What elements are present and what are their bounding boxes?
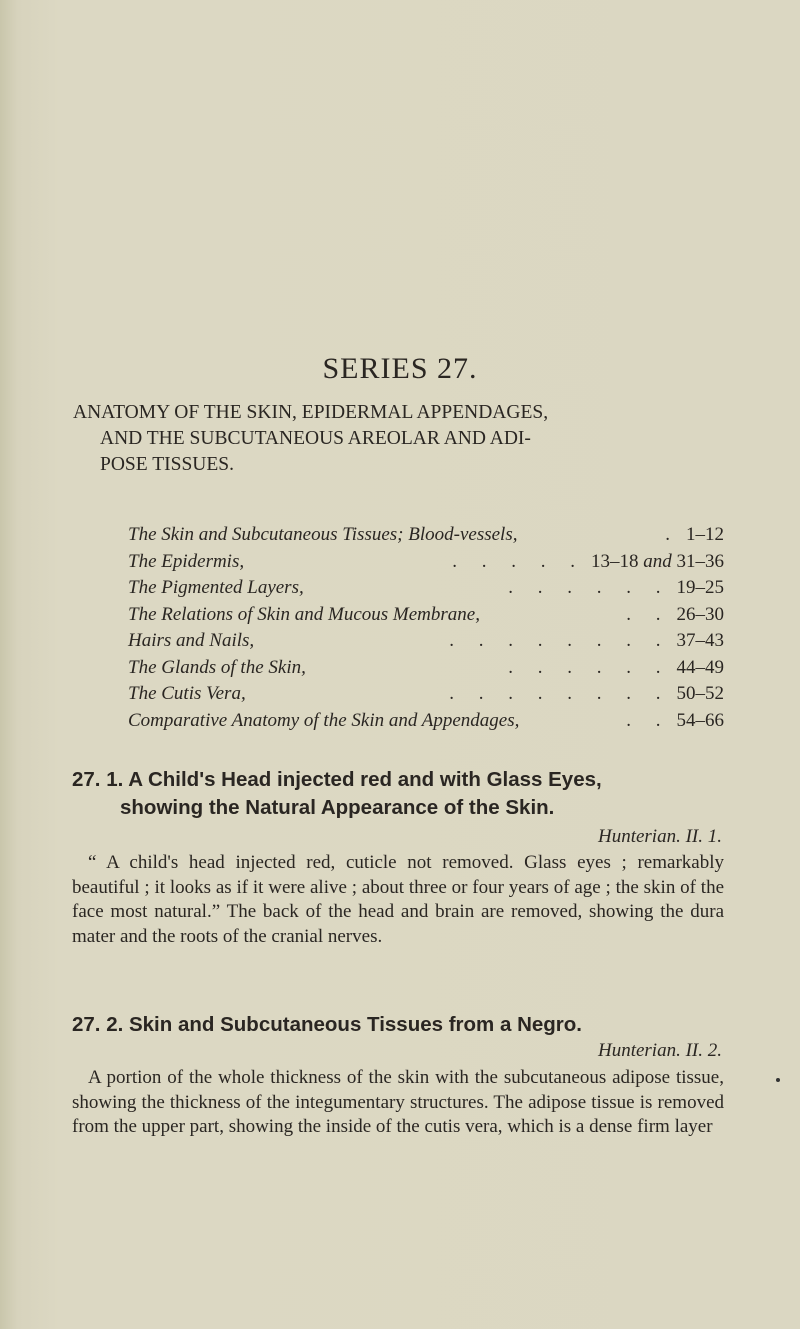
toc-row [128,657,724,684]
entry-paragraph: A portion of the whole thickness of the skin with the subcutaneous adipose tissue, showing the thickness of the integumentary structures. The adipose tissue is removed from the upper part, showing the inside of the cutis vera, which is a dense firm layer [72,1067,724,1138]
ink-speck [776,1078,780,1082]
entry-body [72,1066,724,1140]
toc-row [128,630,724,657]
toc-leader: . . . . . . [508,656,671,678]
series-heading [73,400,723,478]
toc-leader: . . [626,709,671,731]
toc-row [128,683,724,710]
table-of-contents [128,524,724,736]
toc-pages: 54–66 [676,709,724,731]
heading-line-1: ANATOMY OF THE SKIN, EPIDERMAL APPENDAGES, [73,402,549,423]
toc-pages: 44–49 [676,656,724,678]
toc-leader: . . [626,603,671,625]
toc-row [128,524,724,551]
toc-title: Comparative Anatomy of the Skin and Appendages, [128,709,520,731]
toc-leader: . . . . . . . . [449,630,671,651]
toc-pages: 26–30 [676,603,724,625]
series-title: SERIES 27. [322,352,478,385]
entry-title-line-1: 27. 2. Skin and Subcutaneous Tissues from a Negro. [72,1013,582,1036]
toc-pages [591,551,724,573]
toc-title: The Glands of the Skin, [128,656,306,678]
toc-leader: . . . . . . [508,577,671,598]
entry-reference: Hunterian. II. 2. [597,1040,722,1061]
entry-title-line-1: 27. 1. A Child's Head injected red and with Glass Eyes, [72,768,602,791]
heading-line-2: AND THE SUBCUTANEOUS AREOLAR AND ADI- [100,428,531,449]
entry-paragraph: “ A child's head injected red, cuticle not removed. Glass eyes ; remarkably beautiful ; it looks as if it were alive ; about three or four years of age ; the skin of the face most natural.” The back of the head and brain are removed, showing the dura mater and the roots of the cranial nerves. [72,852,724,947]
toc-title: The Relations of Skin and Mucous Membrane, [128,603,480,625]
toc-title: The Pigmented Layers, [128,577,304,598]
toc-pages: 1–12 [686,524,724,545]
toc-row [128,710,724,737]
toc-pages: 50–52 [676,683,724,704]
toc-title: The Skin and Subcutaneous Tissues; Blood-vessels, [128,524,518,545]
toc-leader: . . . . . [452,550,585,572]
toc-pages: 37–43 [676,630,724,651]
entry-reference: Hunterian. II. 1. [597,826,722,847]
heading-line-3: POSE TISSUES. [100,454,235,475]
toc-title: Hairs and Nails, [128,630,255,651]
toc-title: The Epidermis, [128,550,245,572]
toc-row [128,551,724,578]
toc-pages-a: 13–18 [591,550,639,572]
toc-title: The Cutis Vera, [128,683,246,704]
toc-pages: 19–25 [676,577,724,598]
toc-and: and [643,550,672,572]
entry-title-line-2: showing the Natural Appearance of the Skin. [120,796,555,819]
toc-leader: . [665,524,680,545]
entry-body [72,851,724,949]
toc-row [128,577,724,604]
toc-row [128,604,724,631]
toc-pages-b: 31–36 [676,550,724,572]
toc-leader: . . . . . . . . [449,683,671,704]
